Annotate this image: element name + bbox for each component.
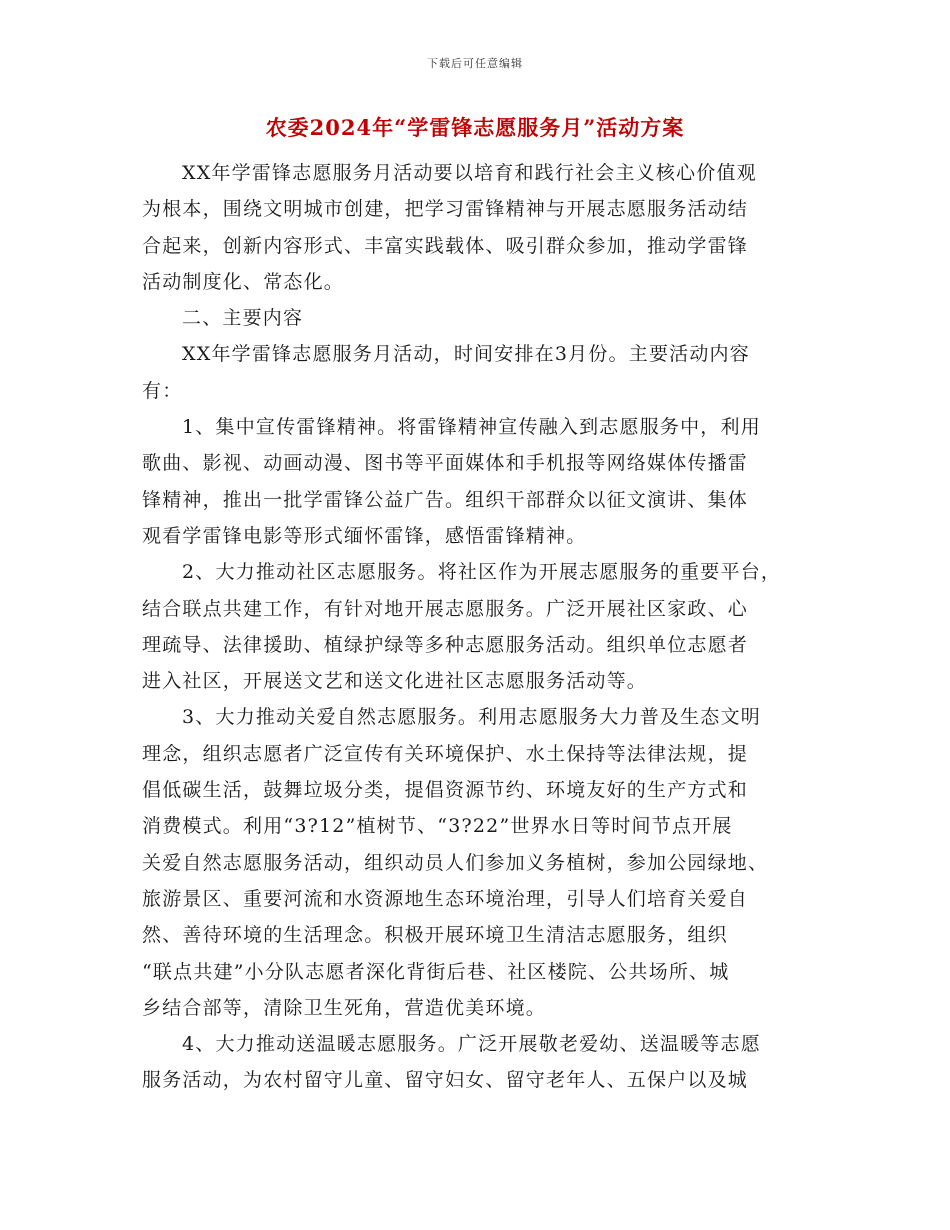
header-note: 下载后可任意编辑 bbox=[427, 57, 523, 70]
document-body bbox=[142, 155, 814, 1099]
text-line: 锋精神，推出一批学雷锋公益广告。组织干部群众以征文演讲、集体 bbox=[142, 488, 749, 511]
text-line: 为根本，围绕文明城市创建，把学习雷锋精神与开展志愿服务活动结 bbox=[142, 198, 749, 221]
text-line: 理念，组织志愿者广泛宣传有关环境保护、水土保持等法律法规，提 bbox=[142, 742, 749, 765]
text-line: 旅游景区、重要河流和水资源地生态环境治理，引导人们培育关爱自 bbox=[142, 887, 749, 910]
text-line: 有： bbox=[142, 379, 183, 402]
text-line: 1、集中宣传雷锋精神。将雷锋精神宣传融入到志愿服务中，利用 bbox=[182, 416, 761, 439]
text-line: XX年学雷锋志愿服务月活动，时间安排在3月份。主要活动内容 bbox=[182, 343, 750, 366]
text-line: XX年学雷锋志愿服务月活动要以培育和践行社会主义核心价值观 bbox=[182, 162, 757, 184]
text-line: 进入社区，开展送文艺和送文化进社区志愿服务活动等。 bbox=[142, 670, 648, 693]
document-title: 农委2024年“学雷锋志愿服务月”活动方案 bbox=[265, 115, 685, 140]
text-line: 倡低碳生活，鼓舞垃圾分类，提倡资源节约、环境友好的生产方式和 bbox=[142, 779, 749, 802]
text-line: 理疏导、法律援助、植绿护绿等多种志愿服务活动。组织单位志愿者 bbox=[142, 633, 749, 656]
text-line: 3、大力推动关爱自然志愿服务。利用志愿服务大力普及生态文明 bbox=[182, 706, 761, 729]
text-line: “联点共建”小分队志愿者深化背街后巷、社区楼院、公共场所、城 bbox=[142, 960, 730, 983]
text-line: 歌曲、影视、动画动漫、图书等平面媒体和手机报等网络媒体传播雷 bbox=[142, 452, 749, 475]
text-line: 结合联点共建工作，有针对地开展志愿服务。广泛开展社区家政、心 bbox=[142, 597, 749, 620]
text-line: 然、善待环境的生活理念。积极开展环境卫生清洁志愿服务，组织 bbox=[142, 924, 728, 947]
text-line: 活动制度化、常态化。 bbox=[142, 270, 345, 293]
text-line: 消费模式。利用“3?12”植树节、“3?22”世界水日等时间节点开展 bbox=[142, 815, 733, 838]
text-line: 乡结合部等，清除卫生死角，营造优美环境。 bbox=[142, 996, 547, 1019]
text-line: 关爱自然志愿服务活动，组织动员人们参加义务植树，参加公园绿地、 bbox=[142, 851, 769, 874]
text-line: 4、大力推动送温暖志愿服务。广泛开展敬老爱幼、送温暖等志愿 bbox=[182, 1033, 761, 1056]
text-line: 2、大力推动社区志愿服务。将社区作为开展志愿服务的重要平台， bbox=[182, 561, 782, 584]
text-line: 二、主要内容 bbox=[182, 307, 304, 330]
text-line: 服务活动，为农村留守儿童、留守妇女、留守老年人、五保户以及城 bbox=[142, 1069, 749, 1092]
text-line: 合起来，创新内容形式、丰富实践载体、吸引群众参加，推动学雷锋 bbox=[142, 234, 749, 257]
text-line: 观看学雷锋电影等形式缅怀雷锋，感悟雷锋精神。 bbox=[142, 524, 587, 547]
